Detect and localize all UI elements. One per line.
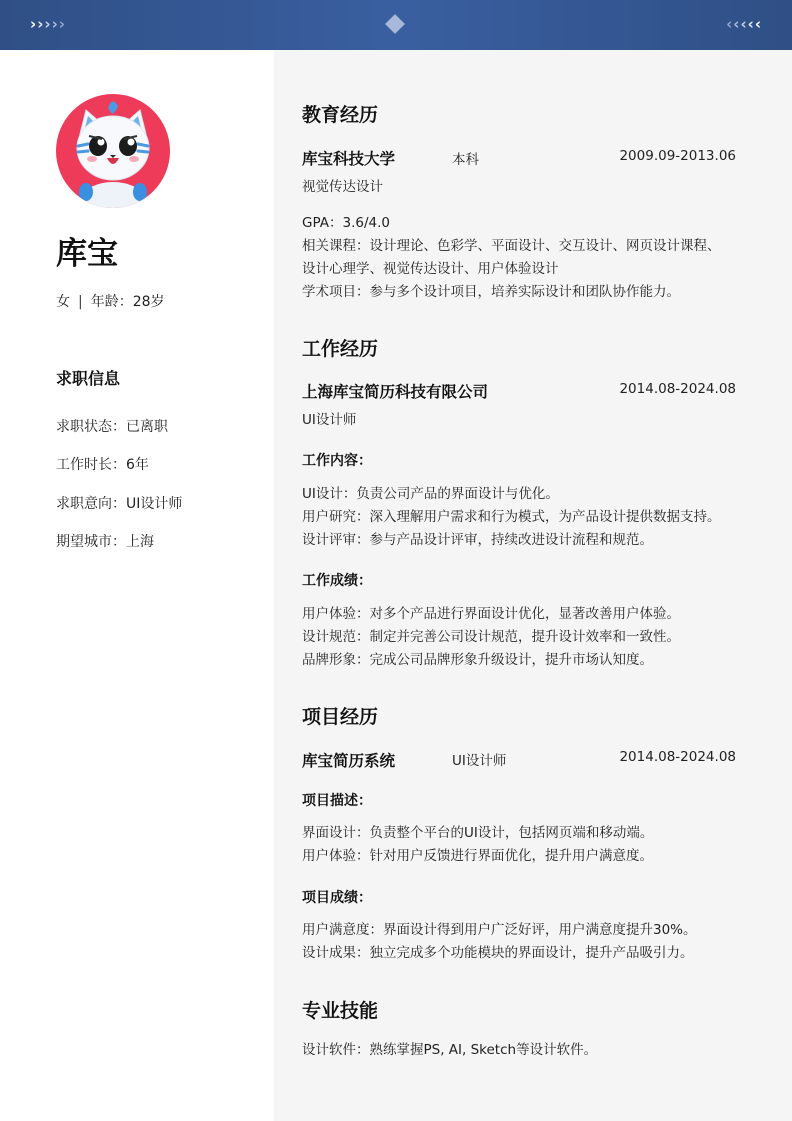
courses-line-1: 相关课程：设计理论、色彩学、平面设计、交互设计、网页设计课程、 [302,238,721,254]
divider: | [78,294,83,310]
work-content-line: 设计评审：参与产品设计评审，持续改进设计流程和规范。 [302,532,653,548]
project-desc-line: 用户体验：针对用户反馈进行界面优化，提升用户满意度。 [302,848,653,864]
education-period: 2009.09-2013.06 [619,148,736,164]
chevrons-right-icon: ››››› [30,15,66,33]
work-title: 工作经历 [302,338,379,360]
project-achieve-line: 用户满意度：界面设计得到用户广泛好评，用户满意度提升30%。 [302,922,697,938]
avatar [56,94,170,208]
diamond-icon [385,14,405,34]
gpa: GPA：3.6/4.0 [302,215,390,231]
skills-line: 设计软件：熟练掌握PS, AI, Sketch等设计软件。 [302,1042,598,1058]
project-period: 2014.08-2024.08 [619,749,736,765]
basic-info [56,291,165,311]
expected-city: 期望城市：上海 [56,534,154,550]
age: 年龄：28岁 [90,294,165,310]
education-title: 教育经历 [302,104,379,126]
right-column [274,50,792,1121]
work-content-line: 用户研究：深入理解用户需求和行为模式，为产品设计提供数据支持。 [302,509,721,525]
work-achieve-title: 工作成绩： [302,573,372,589]
school-name: 库宝科技大学 [302,150,396,168]
cat-mascot-icon [56,94,170,208]
work-content-title: 工作内容： [302,453,372,469]
chevrons-left-icon: ‹‹‹‹‹ [726,15,762,33]
courses-line-2: 设计心理学、视觉传达设计、用户体验设计 [302,261,559,277]
major: 视觉传达设计 [302,179,383,195]
skills-title: 专业技能 [302,1000,379,1022]
work-content-line: UI设计：负责公司产品的界面设计与优化。 [302,486,559,502]
work-period: 2014.08-2024.08 [619,381,736,397]
project-name: 库宝简历系统 [302,752,396,770]
work-achieve-line: 设计规范：制定并完善公司设计规范，提升设计效率和一致性。 [302,629,680,645]
work-achieve-line: 品牌形象：完成公司品牌形象升级设计，提升市场认知度。 [302,652,653,668]
gender: 女 [56,294,70,310]
top-banner [0,0,792,50]
project-desc-line: 界面设计：负责整个平台的UI设计，包括网页端和移动端。 [302,825,654,841]
work-years: 工作时长：6年 [56,457,149,473]
project-achieve-line: 设计成果：独立完成多个功能模块的界面设计，提升产品吸引力。 [302,945,694,961]
company-name: 上海库宝简历科技有限公司 [302,383,489,401]
job-intention: 求职意向：UI设计师 [56,496,183,512]
candidate-name: 库宝 [56,236,118,272]
job-info-title: 求职信息 [56,369,121,388]
job-status: 求职状态：已离职 [56,419,168,435]
academic-projects: 学术项目：参与多个设计项目，培养实际设计和团队协作能力。 [302,284,680,300]
degree: 本科 [452,152,479,168]
project-desc-title: 项目描述： [302,793,372,809]
project-role: UI设计师 [452,753,507,769]
work-role: UI设计师 [302,412,357,428]
project-achieve-title: 项目成绩： [302,890,372,906]
project-title: 项目经历 [302,706,379,728]
left-column [0,50,274,1121]
work-achieve-line: 用户体验：对多个产品进行界面设计优化，显著改善用户体验。 [302,606,680,622]
